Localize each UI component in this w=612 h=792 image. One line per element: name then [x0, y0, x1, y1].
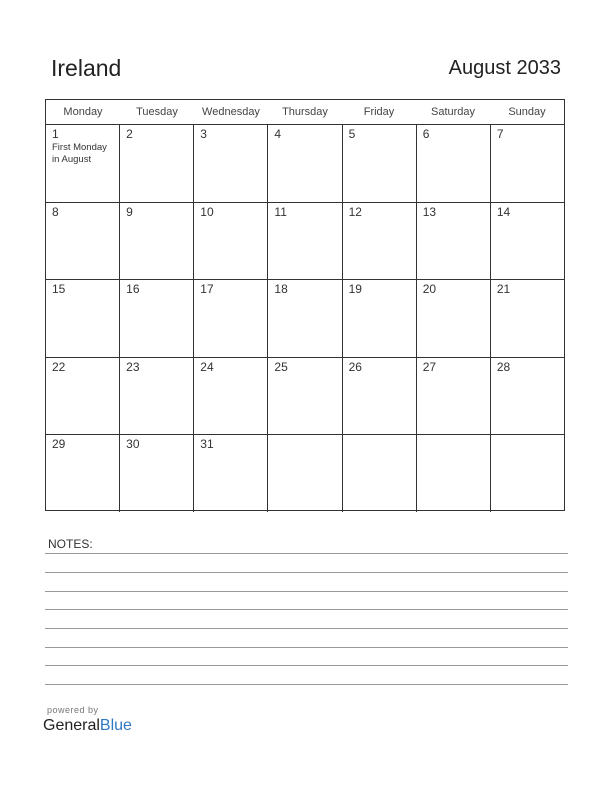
day-number: 6: [422, 127, 430, 141]
day-number: 24: [200, 359, 214, 374]
country-title: Ireland: [51, 55, 122, 81]
note-line: [45, 609, 568, 610]
day-number: 9: [126, 204, 133, 219]
weekday-sunday: Sunday: [508, 106, 546, 118]
note-line: [45, 572, 568, 573]
weekday-wednesday: Wednesday: [202, 106, 260, 118]
day-cell[interactable]: [491, 358, 564, 435]
month-year-title: August 2033: [448, 57, 561, 79]
brand-logo[interactable]: [43, 717, 132, 735]
week-row: [46, 125, 564, 203]
day-number: 2: [126, 127, 133, 141]
weekday-monday: Monday: [63, 106, 103, 118]
note-line: [45, 647, 568, 648]
day-cell[interactable]: [120, 125, 194, 202]
note-line: [45, 684, 568, 685]
day-number: 22: [52, 359, 66, 374]
week-row: [46, 203, 564, 281]
day-cell[interactable]: [268, 435, 342, 512]
day-cell[interactable]: [120, 280, 194, 357]
day-cell[interactable]: [343, 125, 417, 202]
day-cell[interactable]: [120, 358, 194, 435]
weekday-friday: Friday: [363, 106, 395, 118]
day-cell[interactable]: [417, 203, 491, 280]
note-line: [45, 591, 568, 592]
weeks-container: [46, 125, 564, 512]
day-cell[interactable]: [268, 125, 342, 202]
day-cell[interactable]: [268, 280, 342, 357]
day-cell[interactable]: [46, 358, 120, 435]
day-number: 14: [496, 204, 511, 219]
day-cell[interactable]: [417, 280, 491, 357]
day-number: 12: [348, 204, 362, 219]
calendar-grid: [45, 99, 565, 511]
day-cell[interactable]: [268, 358, 342, 435]
day-cell[interactable]: [343, 435, 417, 512]
day-number: 18: [274, 282, 288, 296]
notes-label: NOTES:: [48, 537, 93, 551]
day-number: 20: [422, 282, 437, 296]
note-line: [45, 628, 568, 629]
day-cell[interactable]: [46, 280, 120, 357]
day-number: 5: [348, 127, 356, 141]
day-number: 11: [274, 204, 287, 219]
day-cell[interactable]: [120, 203, 194, 280]
day-number: 30: [126, 437, 140, 451]
week-row: [46, 358, 564, 436]
day-cell[interactable]: [46, 435, 120, 512]
day-number: 27: [422, 359, 437, 374]
day-number: 4: [274, 127, 282, 141]
day-number: 3: [200, 127, 207, 141]
day-number: 10: [200, 204, 214, 219]
day-number: 7: [496, 127, 504, 141]
day-cell[interactable]: [343, 280, 417, 357]
brand-blue: Blue: [99, 717, 132, 734]
weekday-thursday: Thursday: [282, 106, 328, 118]
weekday-saturday: Saturday: [430, 106, 476, 118]
day-cell[interactable]: [194, 280, 268, 357]
day-number: 28: [496, 359, 511, 374]
day-number: 1: [52, 127, 59, 141]
day-cell[interactable]: [46, 125, 120, 202]
day-number: 31: [200, 437, 214, 451]
day-cell[interactable]: [491, 280, 564, 357]
day-cell[interactable]: [120, 435, 194, 512]
day-number: 13: [422, 204, 437, 219]
note-line: [45, 553, 568, 554]
day-number: 16: [126, 282, 140, 296]
week-row: [46, 435, 564, 512]
day-number: 26: [348, 359, 362, 374]
powered-by-label: powered by: [47, 705, 99, 715]
day-cell[interactable]: [268, 203, 342, 280]
day-number: 17: [200, 282, 214, 296]
brand-general: General: [43, 717, 100, 734]
day-cell[interactable]: [417, 358, 491, 435]
week-row: [46, 280, 564, 358]
day-cell[interactable]: [417, 125, 491, 202]
holiday-event: First Monday in August: [52, 142, 107, 165]
weekday-tuesday: Tuesday: [136, 106, 178, 118]
day-cell[interactable]: [194, 125, 268, 202]
day-number: 23: [126, 359, 140, 374]
day-cell[interactable]: [194, 358, 268, 435]
day-cell[interactable]: [46, 203, 120, 280]
day-cell[interactable]: [491, 125, 564, 202]
day-cell[interactable]: [417, 435, 491, 512]
note-line: [45, 665, 568, 666]
day-number: 19: [348, 282, 362, 296]
day-cell[interactable]: [194, 435, 268, 512]
day-cell[interactable]: [343, 203, 417, 280]
day-number: 29: [52, 437, 66, 451]
weekday-header-row: [46, 100, 564, 125]
day-number: 21: [496, 282, 511, 296]
day-cell[interactable]: [343, 358, 417, 435]
day-number: 8: [52, 204, 59, 219]
day-cell[interactable]: [491, 435, 564, 512]
day-number: 15: [52, 282, 66, 296]
day-number: 25: [274, 359, 288, 374]
day-cell[interactable]: [194, 203, 268, 280]
day-cell[interactable]: [491, 203, 564, 280]
